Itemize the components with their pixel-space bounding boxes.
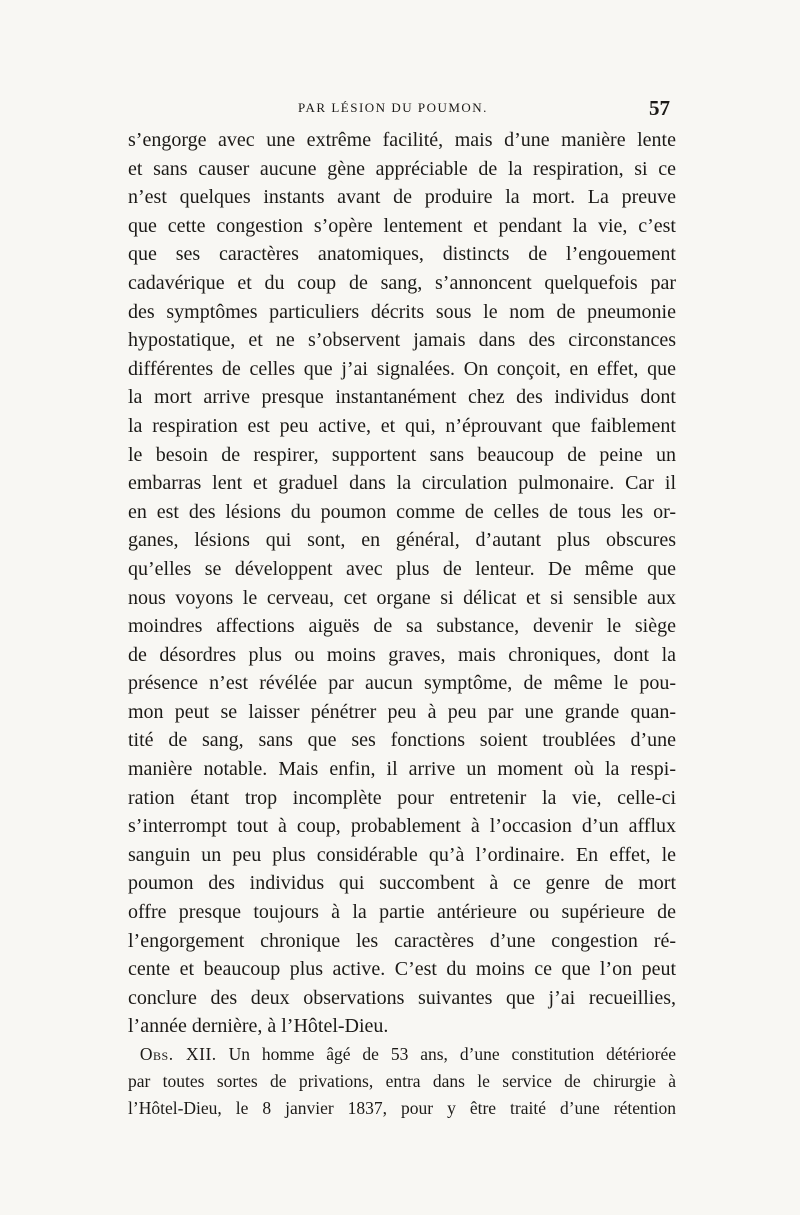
observation-line: par toutes sortes de privations, entra dans le service de chirurgie à [128,1071,676,1091]
text-line: que cette congestion s’opère lentement et pendant la vie, c’est [128,214,676,237]
text-line: ganes, lésions qui sont, en général, d’autant plus obscures [128,529,676,552]
observation-text: Un homme âgé de 53 ans, d’une constitution détériorée [228,1044,676,1064]
text-line: s’interrompt tout à coup, probablement à l’occasion d’un afflux [128,815,676,838]
text-line: différentes de celles que j’ai signalées. On conçoit, en effet, que [128,357,676,380]
text-line: cadavérique et du coup de sang, s’annoncent quelquefois par [128,271,676,294]
text-line: n’est quelques instants avant de produire la mort. La preuve [128,186,676,209]
observation-label: Obs. XII. [139,1044,217,1064]
page-header [128,96,676,126]
text-line: de désordres plus ou moins graves, mais chroniques, dont la [128,643,676,666]
text-line: et sans causer aucune gène appréciable de la respiration, si ce [128,157,676,180]
body-text [128,126,676,1122]
text-line: s’engorge avec une extrême facilité, mais d’une manière lente [128,129,676,151]
text-line: l’année dernière, à l’Hôtel-Dieu. [128,1015,389,1038]
running-head: PAR LÉSION DU POUMON. [298,100,488,115]
text-line: moindres affections aiguës de sa substance, devenir le siège [128,615,676,638]
text-line: conclure des deux observations suivantes que j’ai recueillies, [128,986,676,1009]
text-line: poumon des individus qui succombent à ce genre de mort [128,872,676,895]
text-line: qu’elles se développent avec plus de lenteur. De même que [128,557,676,580]
text-line: cente et beaucoup plus active. C’est du moins ce que l’on peut [128,958,676,981]
text-line: la mort arrive presque instantanément chez des individus dont [128,386,676,409]
text-line: présence n’est révélée par aucun symptôme, de même le pou- [128,672,676,695]
text-line: hypostatique, et ne s’observent jamais dans des circonstances [128,329,676,352]
text-line: le besoin de respirer, supportent sans beaucoup de peine un [128,443,676,466]
text-line: nous voyons le cerveau, cet organe si délicat et si sensible aux [128,586,676,609]
text-line: tité de sang, sans que ses fonctions soient troublées d’une [128,729,676,752]
text-line: la respiration est peu active, et qui, n’éprouvant que faiblement [128,414,676,437]
text-line: manière notable. Mais enfin, il arrive un moment où la respi- [128,758,676,781]
text-line: offre presque toujours à la partie antérieure ou supérieure de [128,901,676,924]
text-line: des symptômes particuliers décrits sous le nom de pneumonie [128,300,676,323]
text-line: ration étant trop incomplète pour entretenir la vie, celle-ci [128,786,676,809]
text-line: que ses caractères anatomiques, distincts de l’engouement [128,243,676,266]
text-line: mon peut se laisser pénétrer peu à peu par une grande quan- [128,700,676,723]
text-line: l’engorgement chronique les caractères d’une congestion ré- [128,929,676,952]
observation-line: l’Hôtel-Dieu, le 8 janvier 1837, pour y être traité d’une rétention [128,1098,676,1118]
page-number: 57 [649,96,670,120]
text-line: en est des lésions du poumon comme de celles de tous les or- [128,500,676,523]
text-line: sanguin un peu plus considérable qu’à l’ordinaire. En effet, le [128,843,676,866]
observation-line [128,1041,676,1068]
text-line: embarras lent et graduel dans la circulation pulmonaire. Car il [128,472,676,495]
